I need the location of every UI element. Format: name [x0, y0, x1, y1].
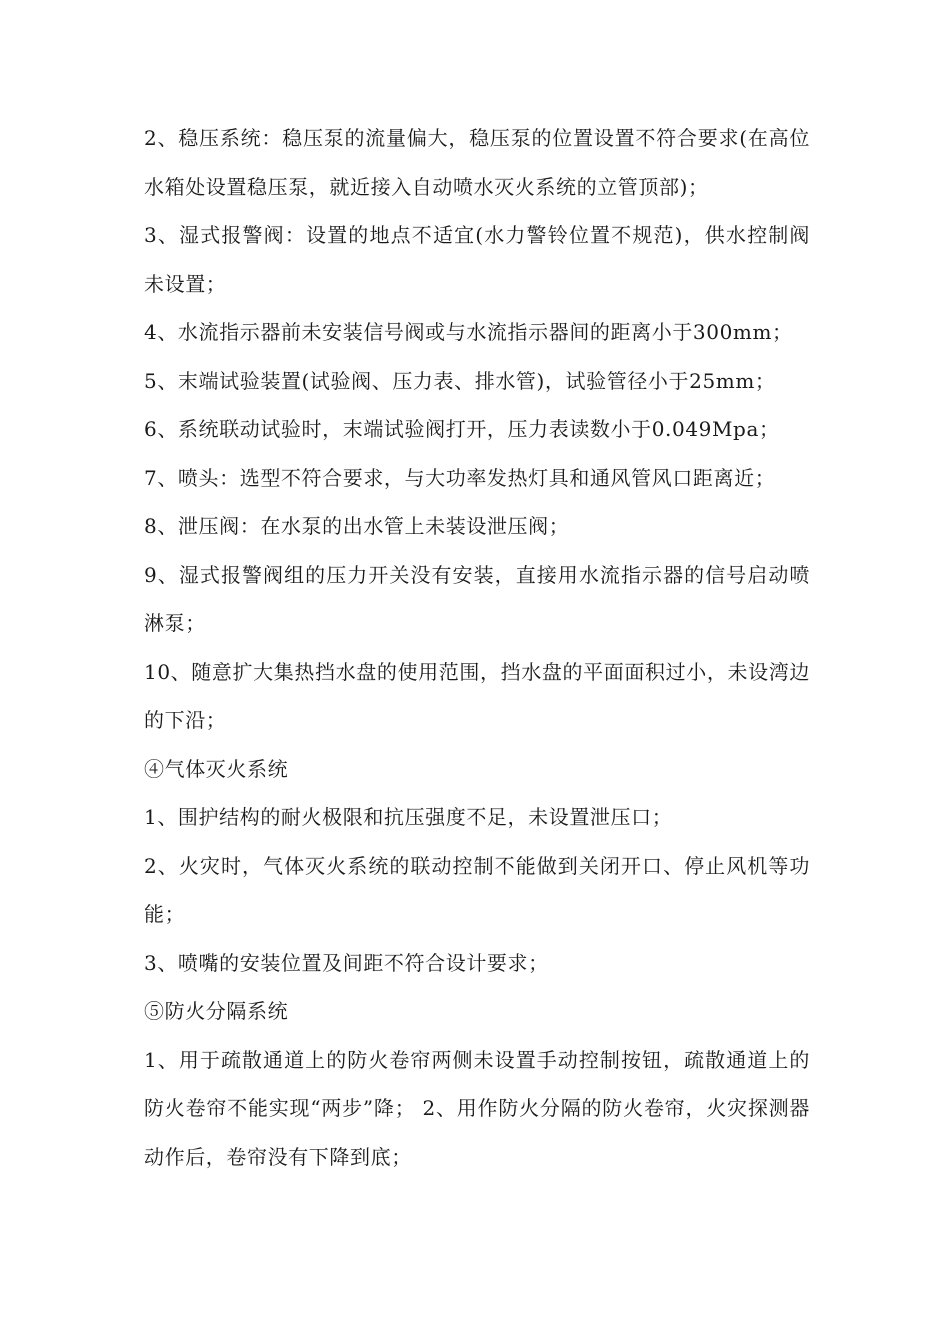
- paragraph-regulator-system: 2、稳压系统：稳压泵的流量偏大，稳压泵的位置设置不符合要求(在高位水箱处设置稳压泵，就近接入自动喷水灭火系统的立管顶部)；: [144, 126, 810, 199]
- paragraph-flow-indicator: 4、水流指示器前未安装信号阀或与水流指示器间的距离小于300mm；: [144, 320, 793, 344]
- paragraph-linkage-test: 6、系统联动试验时，末端试验阀打开，压力表读数小于0.049Mpa；: [144, 417, 780, 441]
- section-heading-gas-extinguishing: ④气体灭火系统: [144, 756, 289, 781]
- section-heading-fire-separation: ⑤防火分隔系统: [144, 999, 289, 1023]
- paragraph-end-test-device: 5、末端试验装置(试验阀、压力表、排水管)，试验管径小于25mm；: [144, 368, 776, 393]
- paragraph-fire-shutter: 1、用于疏散通道上的防火卷帘两侧未设置手动控制按钮，疏散通道上的防火卷帘不能实现“两步”降； 2、用作防火分隔的防火卷帘，火灾探测器动作后，卷帘没有下降到底；: [144, 1047, 810, 1169]
- paragraph-gas-linkage-control: 2、火灾时，气体灭火系统的联动控制不能做到关闭开口、停止风机等功能；: [144, 853, 810, 926]
- paragraph-sprinkler-heads: 7、喷头：选型不符合要求，与大功率发热灯具和通风管风口距离近；: [144, 465, 776, 490]
- paragraph-relief-valve: 8、泄压阀：在水泵的出水管上未装设泄压阀；: [144, 514, 570, 538]
- paragraph-nozzle-installation: 3、喷嘴的安装位置及间距不符合设计要求；: [144, 950, 549, 975]
- paragraph-wet-alarm-valve: 3、湿式报警阀：设置的地点不适宜(水力警铃位置不规范)，供水控制阀未设置；: [144, 223, 810, 296]
- paragraph-enclosure-structure: 1、围护结构的耐火极限和抗压强度不足，未设置泄压口；: [144, 805, 673, 829]
- document-body: [144, 114, 810, 1181]
- paragraph-pressure-switch: 9、湿式报警阀组的压力开关没有安装，直接用水流指示器的信号启动喷淋泵；: [144, 562, 810, 635]
- paragraph-water-baffle: 10、随意扩大集热挡水盘的使用范围，挡水盘的平面面积过小，未设湾边的下沿；: [144, 659, 810, 732]
